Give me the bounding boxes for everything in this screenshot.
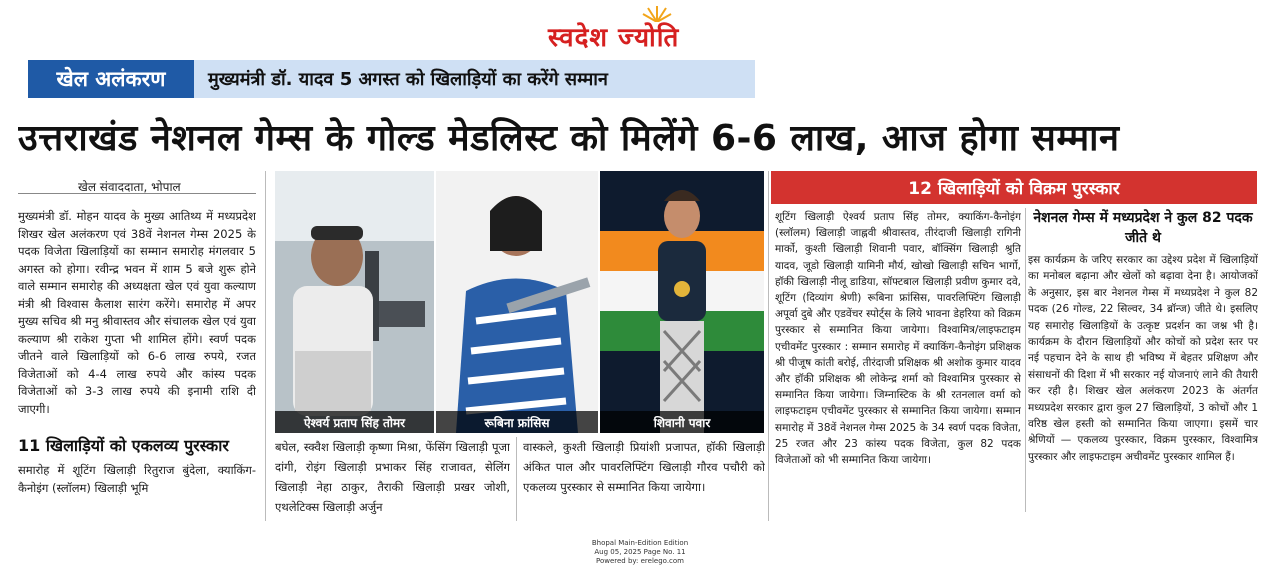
athlete-photo-2 <box>436 171 598 433</box>
article-body-col5: इस कार्यक्रम के जरिए सरकार का उद्देश्य प्रदेश में खिलाड़ियों का मनोबल बढ़ाना और खेलों को बढ़ावा देना है। आयोजकों के अनुसार, इस बार नेशनल गेम्स में मध्यप्रदेश ने कुल 82 पदक (26 गोल्ड, 22 सिल्वर, 34 ब्रॉन्ज) जीते थे। इसलिए यह समारोह खिलाड़ियों के उत्कृष्ट प्रदर्शन का जश्न भी है। कार्यक्रम के दौरान खिलाड़ियों और कोचों को प्रदेश स्तर पर नई पहचान देने के साथ ही भविष्य में बेहतर प्रशिक्षण और संसाधनों की दिशा में भी सरकार नई योजनाएं लाने की तैयारी कर रही है। शिखर खेल अलंकरण 2023 के अंतर्गत मध्यप्रदेश सरकार द्वारा कुल 27 खिलाड़ियों, 3 कोचों और 1 वरिष्ठ खेल हस्ती को सम्मानित किया जाएगा। इसमें चार श्रेणियों — एकलव्य पुरस्कार, विक्रम पुरस्कार, विश्वामित्र पुरस्कार और लाइफटाइम अचीवमेंट पुरस्कार शामिल हैं। <box>1028 254 1258 463</box>
logo-text: स्वदेश ज्योति <box>548 23 680 53</box>
byline-divider <box>18 193 256 194</box>
main-headline: उत्तराखंड नेशनल गेम्स के गोल्ड मेडलिस्ट को मिलेंगे 6-6 लाख, आज होगा सम्मान <box>18 118 1120 159</box>
athlete-photo-1 <box>275 171 434 433</box>
photo-caption-3: शिवानी पवार <box>600 411 764 433</box>
athlete-photo-3 <box>600 171 764 433</box>
section-tag: खेल अलंकरण <box>28 60 194 98</box>
column-divider <box>1025 208 1026 512</box>
article-body-col1: मुख्यमंत्री डॉ. मोहन यादव के मुख्य आतिथ्य में मध्यप्रदेश शिखर खेल अलंकरण एवं 38वें नेशनल गेम्स 2025 के पदक विजेता खिलाड़ियों का सम्मान समारोह मंगलवार 5 अगस्त को होगा। रवीन्द्र भवन में शाम 5 बजे शुरू होने वाले सम्मान समारोह की अध्यक्षता खेल एवं युवा कल्याण मंत्री श्री विश्वास कैलाश सारंग करेंगे। समारोह में अपर मुख्य सचिव श्री मनु श्रीवास्तव और संचालक खेल एवं युवा कल्याण श्री राकेश गुप्ता भी शामिल होंगे। स्वर्ण पदक जीतने वाले खिलाड़ियों को 6-6 लाख रुपये, रजत विजेताओं को 4-4 लाख रुपये और कांस्य पदक विजेताओं को 3-3 लाख रुपये की इनामी राशि दी जाएगी। <box>18 209 256 416</box>
photo-caption-1: ऐश्वर्य प्रताप सिंह तोमर <box>275 411 434 433</box>
byline: खेल संवाददाता, भोपाल <box>78 180 181 194</box>
photo-caption-2: रूबिना फ्रांसिस <box>436 411 598 433</box>
article-body-col1b: समारोह में शूटिंग खिलाड़ी रितुराज बुंदेला, क्याकिंग-कैनोइंग (स्लॉलम) खिलाड़ी भूमि <box>18 463 256 495</box>
ekalavya-subhead: 11 खिलाड़ियों को एकलव्य पुरस्कार <box>18 436 229 455</box>
column-divider <box>768 171 769 521</box>
kicker-subtitle: मुख्यमंत्री डॉ. यादव 5 अगस्त को खिलाड़ियों का करेंगे सम्मान <box>208 69 608 90</box>
article-body-col2: बघेल, स्क्वैश खिलाड़ी कृष्णा मिश्रा, फेंसिंग खिलाड़ी पूजा दांगी, रोइंग खिलाड़ी प्रभाकर सिंह राजावत, सेलिंग खिलाड़ी नेहा ठाकुर, तैराकी खिलाड़ी प्रखर जोशी, एथलेटिक्स खिलाड़ी अर्जुन <box>275 440 510 514</box>
footer-edition: Bhopal Main-Edition Edition <box>591 539 689 547</box>
medal-tally-headline: नेशनल गेम्स में मध्यप्रदेश ने कुल 82 पदक जीते थे <box>1033 210 1253 246</box>
column-divider <box>265 171 266 521</box>
article-body-col3: वास्कले, कुश्ती खिलाड़ी प्रियांशी प्रजापत, हॉकी खिलाड़ी अंकित पाल और पावरलिफ्टिंग खिलाड़ी गौरव पचौरी को एकलव्य पुरस्कार से सम्मानित किया जायेगा। <box>523 440 765 494</box>
masthead-logo <box>548 4 728 56</box>
article-body-col4: शूटिंग खिलाड़ी ऐश्वर्य प्रताप सिंह तोमर, क्याकिंग-कैनोइंग (स्लॉलम) खिलाड़ी जाह्नवी श्रीवास्तव, तीरंदाजी खिलाड़ी रागिनी मार्को, कुश्ती खिलाड़ी शिवानी पवार, बॉक्सिंग खिलाड़ी श्रुति यादव, जूडो खिलाड़ी यामिनी मौर्य, खोखो खिलाड़ी सचिन भार्गो, हॉकी खिलाड़ी नीलू डाडिया, सॉफ्टबाल खिलाड़ी प्रवीण कुमार दवे, शूटिंग (दिव्यांग श्रेणी) रूबिना फ्रांसिस, पावरलिफ्टिंग खिलाड़ी अपूर्वा दुबे और एडवेंचर स्पोर्ट्स के लिये भावना डेहरिया को विक्रम पुरस्कार से सम्मानित किया जायेगा। विश्वामित्र/लाइफटाइम एचीवमेंट पुरस्कार : सम्मान समारोह में क्याकिंग-कैनोइंग प्रशिक्षक श्री पीजूष कांती बरोई, तीरंदाजी प्रशिक्षक श्री अशोक कुमार यादव और हॉकी प्रशिक्षक श्री लोकेन्द्र शर्मा को विश्वामित्र पुरस्कार से सम्मानित किया जायेगा। जिम्नास्टिक के श्री रतनलाल वर्मा को लाइफटाइम एचीवमेंट पुरस्कार से सम्मानित किया जायेगा। सम्मान समारोह में 38वें नेशनल गेम्स 2025 के 34 स्वर्ण पदक विजेता, 25 रजत और 23 कांस्य पदक विजेता, कुल 82 पदक विजेताओं को भी सम्मानित किया जायेगा। <box>775 211 1021 467</box>
column-divider <box>516 437 517 521</box>
page-footer <box>540 539 740 566</box>
footer-date: Aug 05, 2025 Page No. 11 <box>594 548 686 556</box>
footer-powered: Powered by: erelego.com <box>595 557 684 565</box>
vikram-award-banner: 12 खिलाड़ियों को विक्रम पुरस्कार <box>771 171 1257 204</box>
